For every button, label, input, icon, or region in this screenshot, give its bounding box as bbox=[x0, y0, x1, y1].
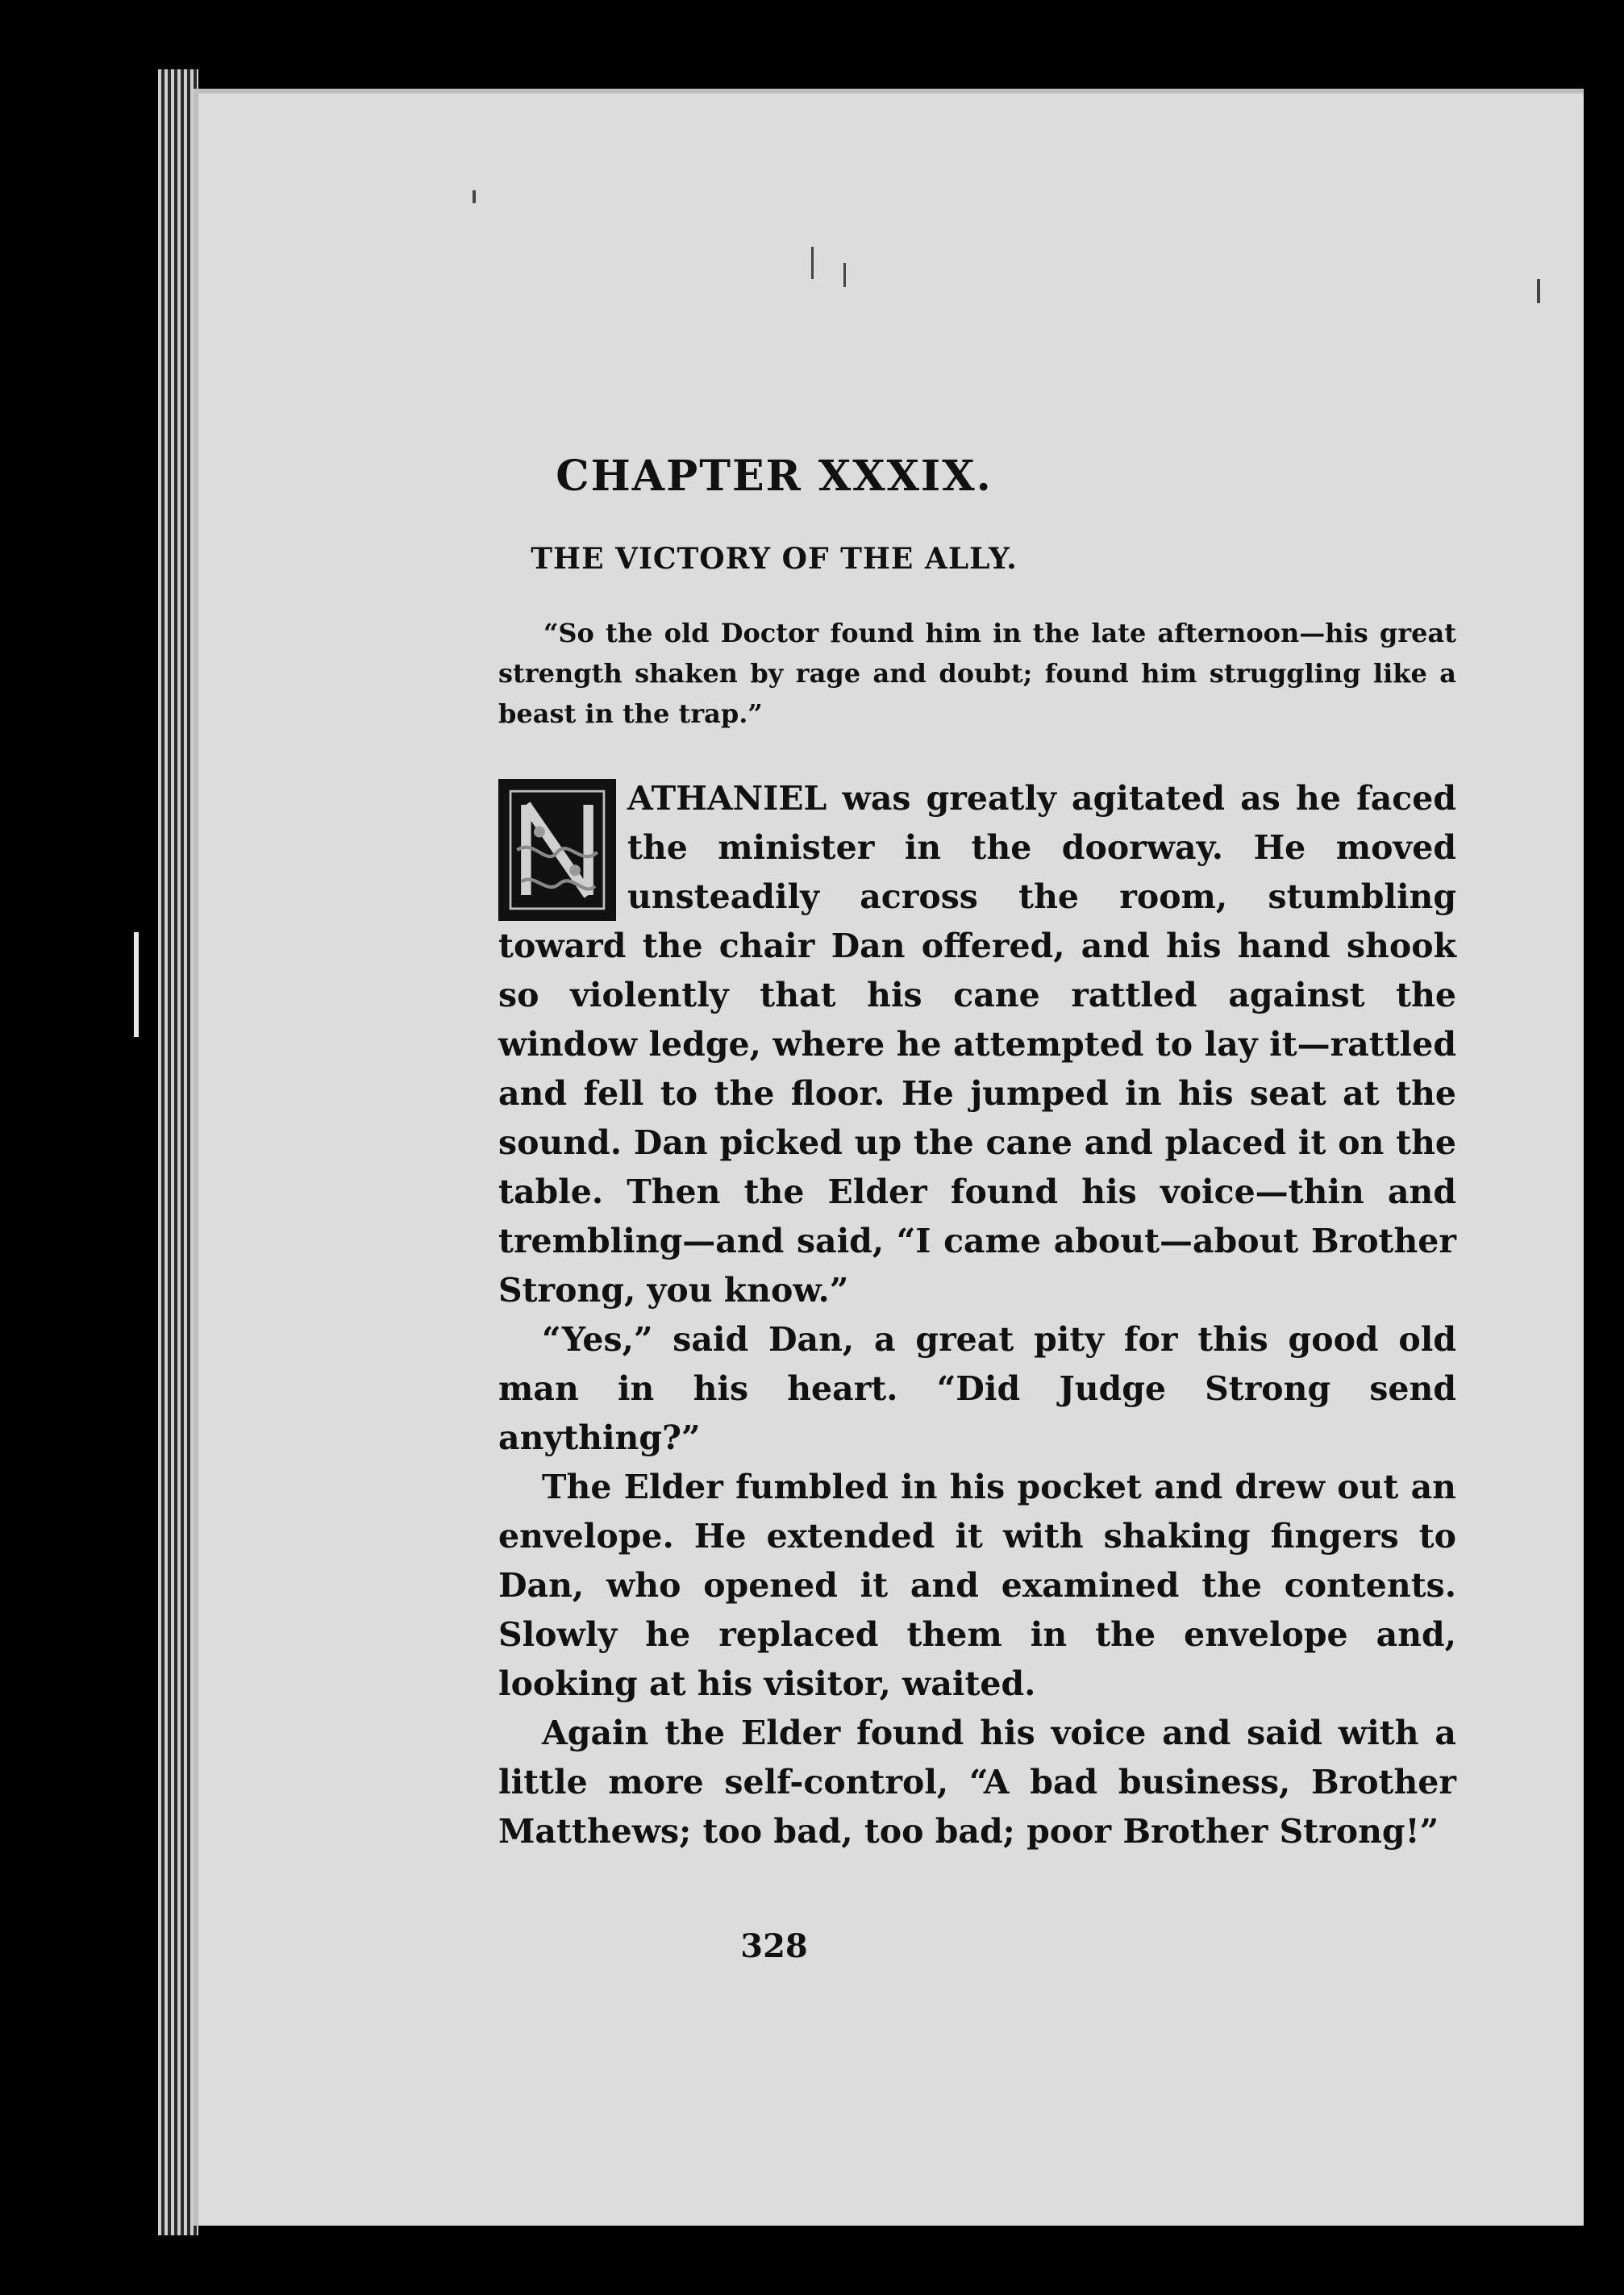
chapter-title: CHAPTER XXXIX. bbox=[556, 452, 993, 501]
paragraph bbox=[498, 774, 1456, 1315]
scan-speck bbox=[843, 263, 846, 287]
scan-speck bbox=[1537, 279, 1540, 303]
paragraph: “Yes,” said Dan, a great pity for this good old man in his heart. “Did Judge Strong send anything?” bbox=[498, 1320, 1456, 1457]
paragraph-text: was greatly agitated as he faced the minister in the doorway. He moved unsteadily across the room, stumbling toward the chair Dan offered, and his hand shook so violently that his cane rattled against the window ledge, where he attempted to lay it—rattled and fell to the floor. He jumped in his seat at the sound. Dan picked up the cane and placed it on the table. Then the Elder found his voice—thin and trembling—and said, “I came about—about Brother Strong, you know.” bbox=[498, 779, 1456, 1310]
scan-speck bbox=[811, 247, 814, 279]
chapter-subtitle: THE VICTORY OF THE ALLY. bbox=[531, 542, 1018, 576]
scan-mark bbox=[134, 932, 139, 1037]
body-text bbox=[498, 774, 1456, 1856]
opening-word: ATHANIEL bbox=[627, 779, 827, 818]
scan-speck bbox=[473, 190, 476, 203]
ornamental-initial-icon bbox=[498, 779, 616, 921]
paragraph: Again the Elder found his voice and said with a little more self-control, “A bad business, Brother Matthews; too bad, too bad; poor Brother Strong!” bbox=[498, 1714, 1456, 1851]
paragraph: The Elder fumbled in his pocket and drew out an envelope. He extended it with shaking fingers to Dan, who opened it and examined the contents. Slowly he replaced them in the envelope and, looking at his visitor, waited. bbox=[498, 1468, 1456, 1703]
epigraph: “So the old Doctor found him in the late afternoon—his great strength shaken by rage and doubt; found him struggling like a beast in the trap.” bbox=[498, 618, 1456, 729]
page-number: 328 bbox=[740, 1927, 808, 1965]
page-edges bbox=[158, 69, 198, 2235]
